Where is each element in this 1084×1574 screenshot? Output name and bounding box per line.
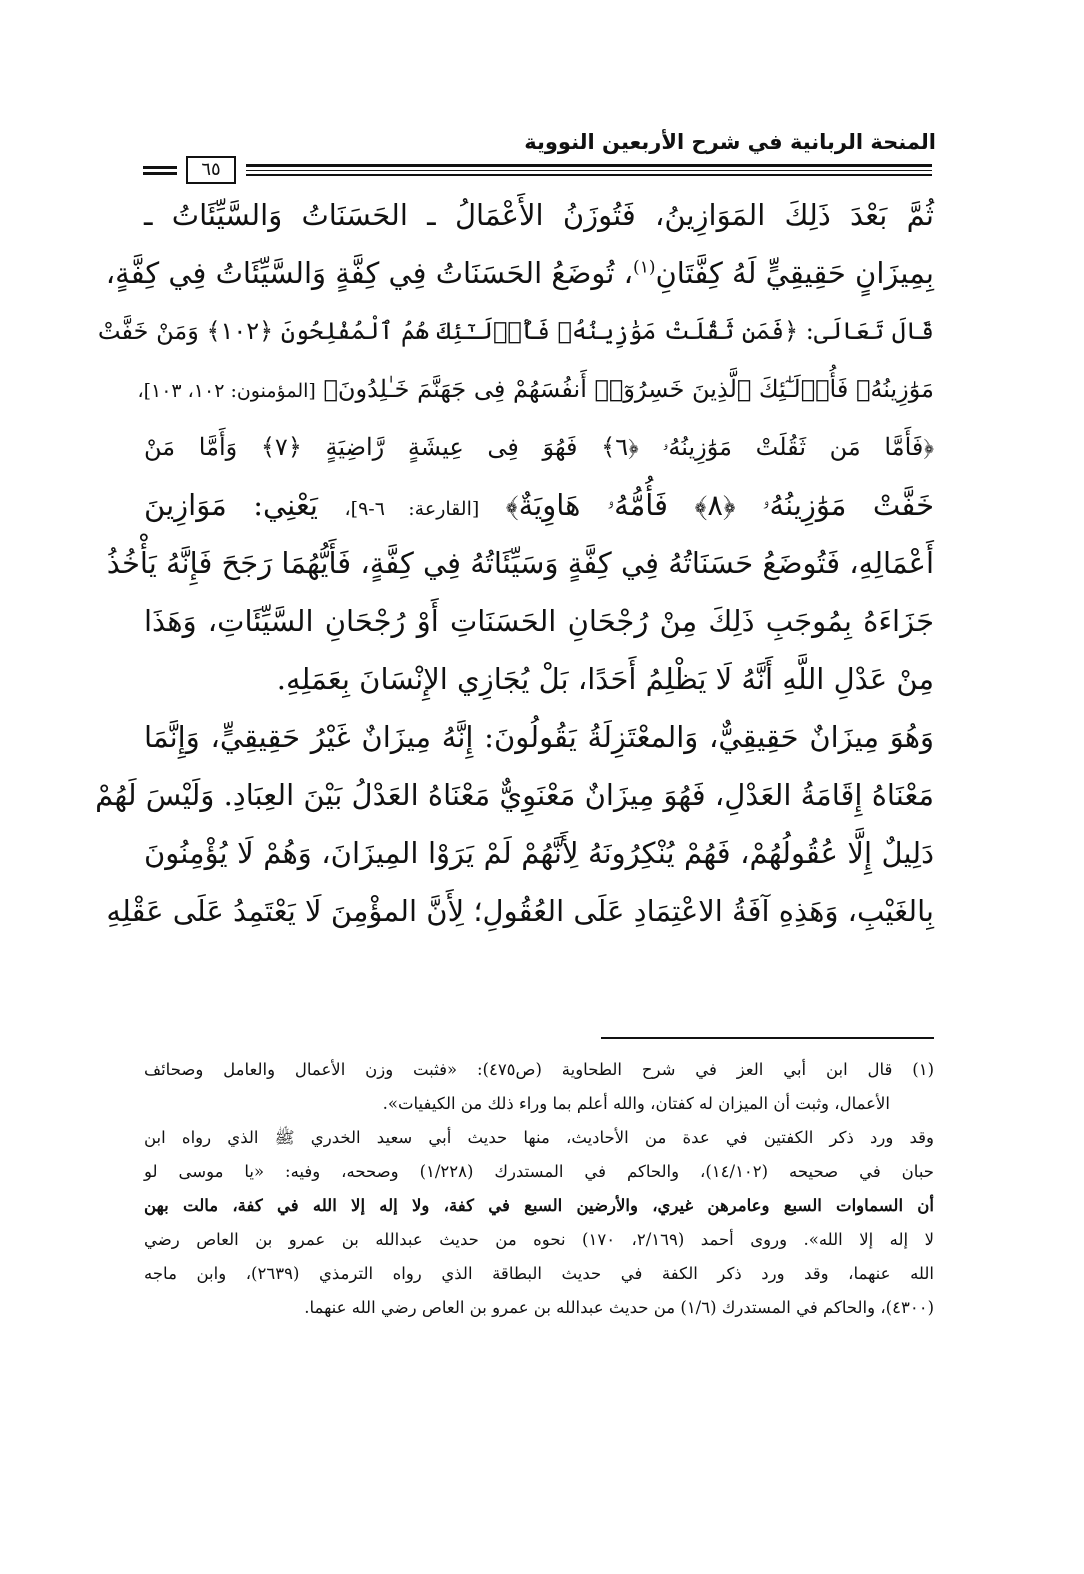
text-line: أَعْمَالِهِ، فَتُوضَعُ حَسَنَاتُهُ فِي كِفَّةٍ وَسَيِّئَاتُهُ فِي كِفَّةٍ، فَأَيُّهُمَا رَجَحَ فَإِنَّهُ يَأْخُذُ <box>106 546 934 580</box>
running-title: المنحة الربانية في شرح الأربعين النووية <box>524 130 936 154</box>
text-line: مِنْ عَدْلِ اللَّهِ أَنَّهُ لَا يَظْلِمُ أَحَدًا، بَلْ يُجَازِي الإِنْسَانَ بِعَمَلِهِ. <box>276 662 934 696</box>
text-line: وَهُوَ مِيزَانٌ حَقِيقِيٌّ، وَالمعْتَزِلَةُ يَقُولُونَ: إِنَّهُ مِيزَانٌ غَيْرُ حَقِيقِيٍّ، وَإِنَّمَا <box>144 720 934 754</box>
text-line: ثُمَّ بَعْدَ ذَلِكَ المَوَازِينُ، فَتُوزَنُ الأَعْمَالُ ـ الحَسَنَاتُ وَالسَّيِّئَاتُ ـ <box>144 198 934 232</box>
text-segment: ، تُوضَعُ الحَسَنَاتُ فِي كِفَّةٍ وَالسَّيِّئَاتُ فِي كِفَّةٍ، <box>105 256 634 290</box>
header-rule-short <box>143 172 177 175</box>
text-line <box>144 476 934 534</box>
footnote-line: وقد ورد ذكر الكفتين في عدة من الأحاديث، منها حديث أبي سعيد الخدري ﷺ الذي رواه ابن <box>144 1128 934 1147</box>
page-number: ٦٥ <box>186 156 236 184</box>
verse-reference: [القارعة: ٦-٩]، <box>344 498 480 520</box>
main-text <box>95 186 935 940</box>
text-line: بِالغَيْبِ، وَهَذِهِ آفَةُ الاعْتِمَادِ عَلَى العُقُولِ؛ لِأَنَّ المؤْمِنَ لَا يَعْتَمِدُ عَلَى عَقْلِهِ <box>106 894 934 928</box>
quran-verse: خَفَّتْ مَوَٰزِينُهُۥ ﴿٨﴾ فَأُمُّهُۥ هَاوِيَةٌ﴾ <box>505 488 935 522</box>
footnote-line: (٤٣٠٠)، والحاكم في المستدرك (١/٦) من حديث عبدالله بن عمرو بن العاص رضي الله عنهما. <box>304 1298 934 1317</box>
quran-verse-line: ﴿فَأَمَّا مَن ثَقُلَتْ مَوَٰزِينُهُۥ ﴿٦﴾ فَهُوَ فِى عِيشَةٍ رَّاضِيَةٍ ﴿٧﴾ وَأَمَّا مَنْ <box>144 433 935 461</box>
footnote-line: (١) قال ابن أبي العز في شرح الطحاوية (ص٤٧٥): «فثبت وزن الأعمال والعامل وصحائف <box>144 1060 934 1079</box>
text-line: دَلِيلٌ إِلَّا عُقُولُهُمْ، فَهُمْ يُنْكِرُونَهُ لِأَنَّهُمْ لَمْ يَرَوْا المِيزَانَ، وَهُمْ لَا يُؤْمِنُونَ <box>144 836 934 870</box>
quran-verse-line: قَالَ تَعَالَى: ﴿فَمَن ثَقُلَتْ مَوَٰزِينُهُۥ فَأُو۟لَـٰٓئِكَ هُمُ ٱلْمُفْلِحُونَ ﴿١٠٢﴾ وَمَنْ خَفَّتْ <box>97 317 934 345</box>
verse-reference: [المؤمنون: ١٠٢، ١٠٣]، <box>137 380 316 402</box>
quran-verse-line <box>137 360 934 418</box>
footnote-line: الله عنهما، وقد ورد ذكر الكفة في حديث البطاقة الذي رواه الترمذي (٢٦٣٩)، وابن ماجه <box>144 1264 934 1283</box>
text-segment: بِمِيزَانٍ حَقِيقِيٍّ لَهُ كِفَّتَانِ <box>655 256 934 290</box>
footnote-line: حبان في صحيحه (١٤/١٠٢)، والحاكم في المستدرك (١/٢٢٨) وصححه، وفيه: «يا موسى لو <box>144 1162 934 1181</box>
quran-verse: مَوَٰزِينُهُۥ فَأُو۟لَـٰٓئِكَ ٱلَّذِينَ خَسِرُوٓا۟ أَنفُسَهُمْ فِى جَهَنَّمَ خَـٰلِدُونَ﴾ <box>323 375 934 403</box>
header-rule-short <box>143 166 177 169</box>
header-rule <box>246 170 932 171</box>
footnote-marker: (١) <box>633 257 656 278</box>
text-line: جَزَاءَهُ بِمُوجَبِ ذَلِكَ مِنْ رُجْحَانِ الحَسَنَاتِ أَوْ رُجْحَانِ السَّيِّئَاتِ، وَهَذَا <box>144 604 934 638</box>
text-line: مَعْنَاهُ إِقَامَةُ العَدْلِ، فَهُوَ مِيزَانٌ مَعْنَوِيٌّ مَعْنَاهُ العَدْلُ بَيْنَ العِبَادِ. وَلَيْسَ لَهُمْ <box>95 778 934 812</box>
header-rule <box>246 174 932 176</box>
footnote-separator <box>601 1037 934 1039</box>
footnote-line: لا إله إلا الله». وروى أحمد (٢/١٦٩، ١٧٠) نحوه من حديث عبدالله بن عمرو بن العاص رضي <box>144 1230 934 1249</box>
header-rule <box>246 164 932 167</box>
text-line <box>105 244 934 302</box>
footnotes <box>144 1053 934 1325</box>
footnote-line: أن السماوات السبع وعامرهن غيري، والأرضين السبع في كفة، ولا إله إلا الله في كفة، مالت بهن <box>144 1196 934 1215</box>
footnote-line: الأعمال، وثبت أن الميزان له كفتان، والله أعلم بما وراء ذلك من الكيفيات». <box>382 1094 890 1113</box>
text-segment: يَعْنِي: مَوَازِينَ <box>144 488 318 522</box>
